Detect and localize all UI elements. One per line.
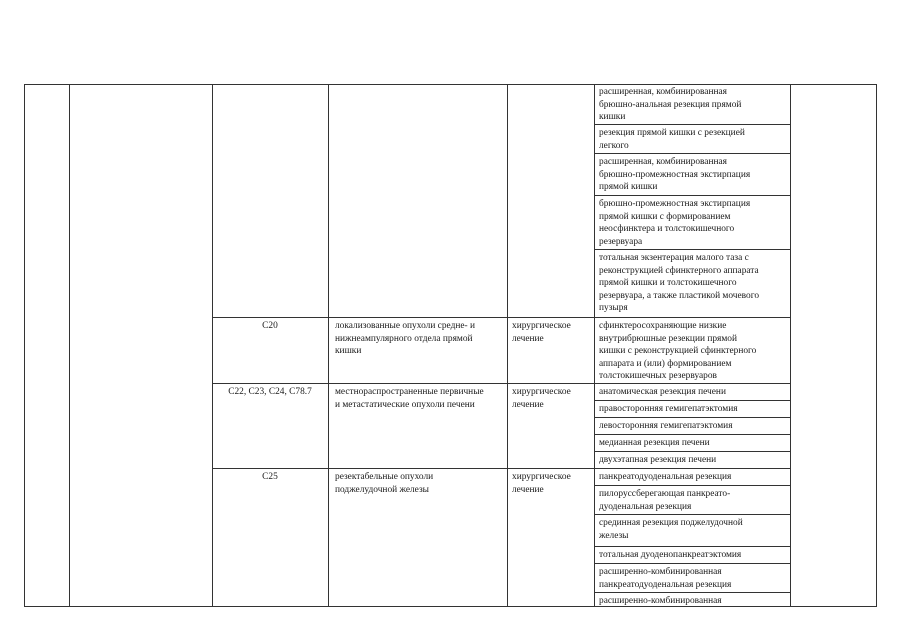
- procedure-cell: правосторонняя гемигепатэктомия: [599, 404, 738, 414]
- column-divider: [69, 84, 70, 607]
- row-divider: [594, 485, 790, 486]
- procedure-cell: брюшно-промежностная экстирпация прямой кишки с формированием неосфинктера и толстокишечного резервуара: [599, 199, 751, 247]
- procedure-cell: расширенная, комбинированная брюшно-анальная резекция прямой кишки: [599, 87, 742, 123]
- row-divider: [594, 124, 790, 125]
- condition-description: локализованные опухоли средне- и нижнеампулярного отдела прямой кишки: [335, 321, 475, 357]
- procedure-cell: двухэтапная резекция печени: [599, 455, 717, 465]
- row-divider: [594, 434, 790, 435]
- row-divider: [594, 592, 790, 593]
- group-divider: [212, 383, 790, 384]
- column-divider: [790, 84, 791, 607]
- procedure-cell: тотальная экзентерация малого таза с реконструкцией сфинктерного аппарата прямой кишки и толстокишечного резервуара, а также пластикой мочевого пузыря: [599, 253, 760, 314]
- procedure-cell: левосторонняя гемигепатэктомия: [599, 421, 733, 431]
- diagnosis-code: C20: [262, 321, 278, 331]
- row-divider: [594, 563, 790, 564]
- column-divider: [507, 84, 508, 607]
- procedure-cell: анатомическая резекция печени: [599, 387, 726, 397]
- procedure-cell: пилоруссберегающая панкреато- дуоденальная резекция: [599, 489, 731, 512]
- column-divider: [328, 84, 329, 607]
- treatment-type: хирургическое лечение: [512, 387, 571, 410]
- procedure-cell: панкреатодуоденальная резекция: [599, 472, 732, 482]
- group-divider: [212, 468, 790, 469]
- row-divider: [594, 546, 790, 547]
- procedure-cell: тотальная дуоденопанкреатэктомия: [599, 550, 742, 560]
- procedure-cell: медианная резекция печени: [599, 438, 710, 448]
- procedure-cell: расширенная, комбинированная брюшно-промежностная экстирпация прямой кишки: [599, 157, 751, 193]
- procedure-cell: расширенно-комбинированная: [599, 596, 722, 606]
- diagnosis-code: C25: [262, 472, 278, 482]
- diagnosis-code: C22, C23, C24, C78.7: [228, 387, 312, 397]
- row-divider: [594, 249, 790, 250]
- row-divider: [594, 451, 790, 452]
- row-divider: [594, 514, 790, 515]
- procedure-cell: расширенно-комбинированная панкреатодуоденальная резекция: [599, 567, 732, 590]
- row-divider: [594, 195, 790, 196]
- group-divider: [212, 317, 790, 318]
- row-divider: [594, 417, 790, 418]
- condition-description: резектабельные опухоли поджелудочной железы: [335, 472, 434, 495]
- condition-description: местнораспространенные первичные и метастатические опухоли печени: [335, 387, 484, 410]
- column-divider: [594, 84, 595, 607]
- row-divider: [594, 153, 790, 154]
- treatment-type: хирургическое лечение: [512, 472, 571, 495]
- treatment-type: хирургическое лечение: [512, 321, 571, 344]
- procedure-cell: резекция прямой кишки с резекцией легкого: [599, 128, 745, 151]
- column-divider: [212, 84, 213, 607]
- row-divider: [594, 400, 790, 401]
- procedure-cell: сфинктеросохраняющие низкие внутрибрюшные резекции прямой кишки с реконструкцией сфинктерного аппарата и (или) формированием толстокишечных резервуаров: [599, 321, 757, 382]
- procedure-cell: срединная резекция поджелудочной железы: [599, 518, 743, 541]
